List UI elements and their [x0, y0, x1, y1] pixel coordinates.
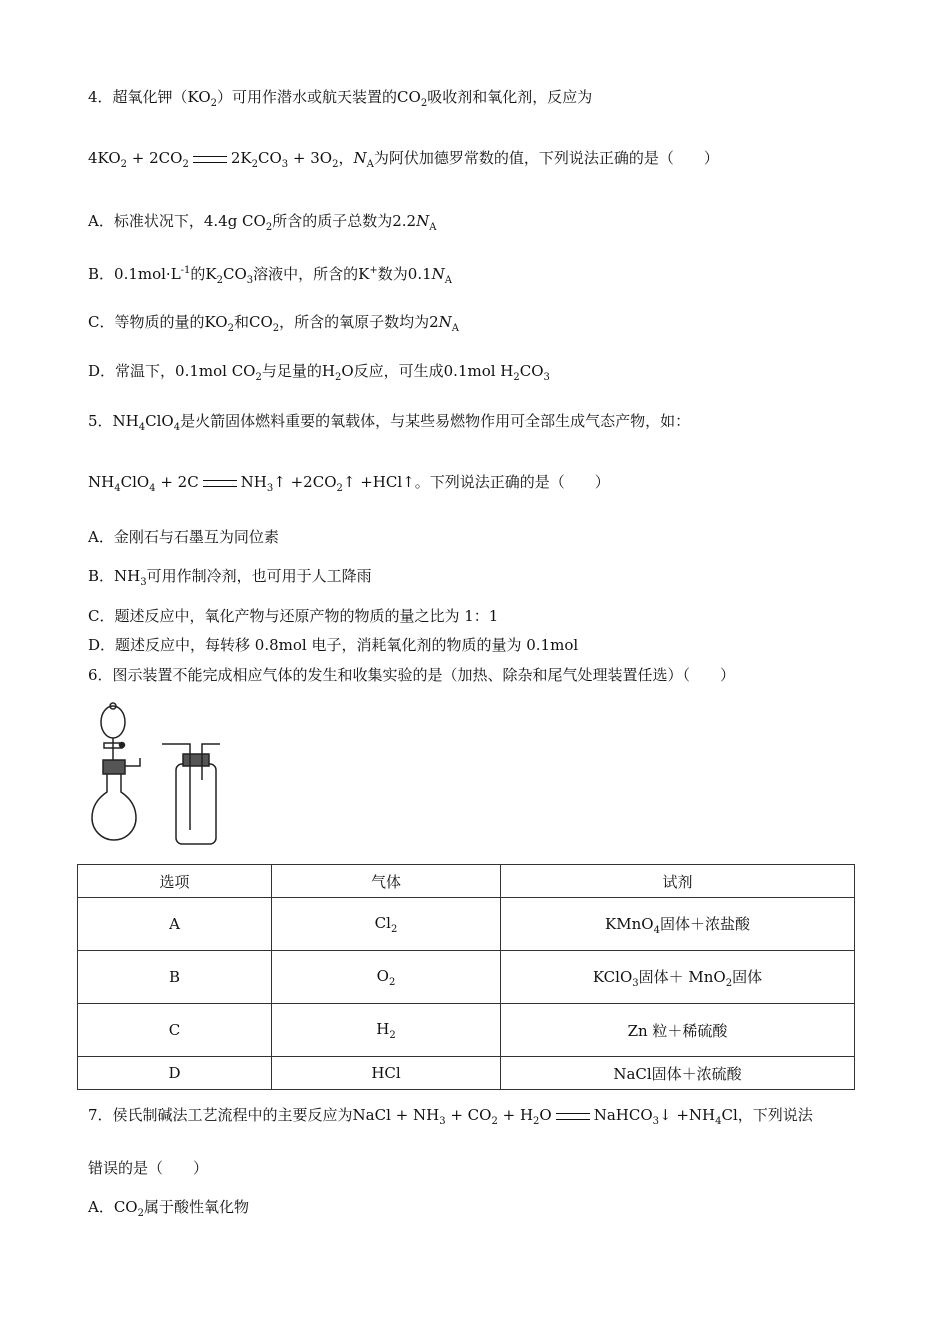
header-option: 选项 — [78, 865, 272, 898]
q5-option-b[interactable]: B．$NH_3$可用作制冷剂，也可用于人工降雨 — [88, 567, 372, 588]
q5-option-a[interactable]: A．金刚石与石墨互为同位素 — [88, 528, 279, 546]
q6-stem: 6．图示装置不能完成相应气体的发生和收集实验的是（加热、除杂和尾气处理装置任选）（ ） — [88, 666, 736, 684]
table-row: D HCl NaCl固体＋浓硫酸 — [78, 1057, 855, 1090]
q4-option-b[interactable]: B．$0.1mol\cdot L^{-1}$的$K_2CO_3$溶液中，所含的K+数为$0.1N_A$ — [88, 265, 452, 286]
gas-apparatus-figure — [80, 700, 230, 850]
table-row: A $Cl_2$ KMnO$_4$固体＋浓盐酸 — [78, 898, 855, 951]
q5-equation: $NH_4ClO_4 + 2C$ $NH_3↑$ $+2CO_2↑$ +HCl↑。下列说法正确的是（ ） — [88, 473, 610, 494]
q4-option-c[interactable]: C．等物质的量的$KO_2$和$CO_2$，所含的氧原子数均为$2N_A$ — [88, 313, 460, 334]
q5-option-d[interactable]: D．题述反应中，每转移 0.8mol 电子，消耗氧化剂的物质的量为 0.1mol — [88, 636, 579, 654]
q7-stem: 7．侯氏制碱法工艺流程中的主要反应为NaCl + $NH_3 + CO_2 + H_2O$ NaHCO$_3$↓ $+NH_4Cl$，下列说法 — [88, 1106, 813, 1127]
table-row: B $O_2$ KClO$_3$固体＋ MnO$_2$固体 — [78, 951, 855, 1004]
q5-stem: 5．$NH_4ClO_4$是火箭固体燃料重要的氧载体，与某些易燃物作用可全部生成气态产物，如： — [88, 412, 691, 433]
table-row: C $H_2$ Zn 粒＋稀硫酸 — [78, 1004, 855, 1057]
q4-stem: 4．超氧化钾$(KO_2)$可用作潜水或航天装置的$CO_2$吸收剂和氧化剂，反应为 — [88, 88, 593, 109]
q7-stem-line2: 错误的是（ ） — [88, 1159, 209, 1177]
q4-option-d[interactable]: D．常温下，0.1mol $CO_2$与足量的$H_2O$反应，可生成0.1mol $H_2CO_3$ — [88, 362, 550, 383]
q6-options-table — [77, 864, 855, 1090]
q4-option-a[interactable]: A．标准状况下，4.4g $CO_2$所含的质子总数为$2.2N_A$ — [88, 212, 437, 233]
header-gas: 气体 — [272, 865, 501, 898]
q4-equation: $4KO_2 + 2CO_2$ $2K_2CO_3 + 3O_2$，$N_A$为阿伏加德罗常数的值，下列说法正确的是（ ） — [88, 149, 719, 170]
q5-option-c[interactable]: C．题述反应中，氧化产物与还原产物的物质的量之比为 1：1 — [88, 607, 499, 625]
header-reagent: 试剂 — [501, 865, 855, 898]
q7-option-a[interactable]: A．$CO_2$属于酸性氧化物 — [88, 1198, 249, 1219]
